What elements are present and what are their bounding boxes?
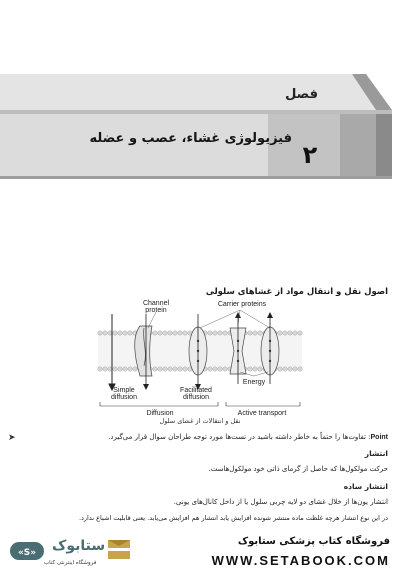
lipid-head	[168, 367, 172, 371]
lipid-head	[118, 331, 122, 335]
chapter-number: ۲	[302, 141, 318, 169]
lipid-head	[173, 331, 177, 335]
active-transport-label: Active transport	[237, 410, 287, 417]
lipid-head	[283, 367, 287, 371]
lipid-head	[123, 367, 127, 371]
lipid-head	[153, 367, 157, 371]
store-name: فروشگاه کتاب پزشکی ستابوک	[237, 536, 390, 547]
lipid-head	[208, 331, 212, 335]
lipid-head	[218, 367, 222, 371]
simple-diffusion-text-2: در این نوع انتشار هرچه غلظت ماده منتشر شونده افزایش یابد انتشار هم افزایش می‌یابد. یعنی قابلیت اشباع ندارد.	[78, 514, 388, 522]
lipid-head	[173, 367, 177, 371]
lipid-head	[183, 331, 187, 335]
lipid-head	[248, 331, 252, 335]
lipid-head	[208, 367, 212, 371]
figure-caption: نقل و انتقالات از غشای سلول	[159, 417, 241, 425]
lipid-head	[158, 331, 162, 335]
lipid-head	[168, 331, 172, 335]
lipid-head	[128, 331, 132, 335]
lipid-head	[213, 367, 217, 371]
lipid-head	[253, 367, 257, 371]
lipid-head	[103, 331, 107, 335]
membrane-transport-figure	[90, 296, 310, 436]
lipid-head	[98, 367, 102, 371]
lipid-head	[278, 331, 282, 335]
energy-label: Energy	[242, 379, 266, 386]
lipid-head	[293, 367, 297, 371]
facilitated-diffusion-label-1: Facilitated	[180, 387, 212, 394]
chapter-label: فصل	[285, 87, 318, 102]
lipid-head	[178, 331, 182, 335]
chapter-title: فیزیولوژی غشاء، عصب و عضله	[89, 131, 292, 146]
lipid-head	[113, 367, 117, 371]
lipid-head	[278, 367, 282, 371]
lipid-head	[253, 331, 257, 335]
lipid-head	[248, 367, 252, 371]
lipid-head	[293, 331, 297, 335]
simple-diffusion-label-1: Simple	[113, 387, 135, 394]
diffusion-heading: انتشار	[364, 449, 388, 458]
lipid-head	[298, 367, 302, 371]
lipid-head	[283, 331, 287, 335]
lipid-head	[288, 367, 292, 371]
lipid-head	[223, 331, 227, 335]
lipid-head	[153, 331, 157, 335]
logo-subtitle: فروشگاه اینترنتی کتاب	[44, 560, 97, 566]
lipid-head	[163, 367, 167, 371]
logo-text: ستابوک	[52, 538, 106, 554]
channel-protein-label-1: Channel	[142, 300, 170, 307]
point-label: Point	[370, 434, 388, 441]
point-note	[108, 433, 388, 441]
lipid-head	[128, 367, 132, 371]
lipid-head	[118, 367, 122, 371]
channel-protein-label-2: protein	[145, 307, 167, 314]
lipid-head	[258, 331, 262, 335]
lipid-head	[113, 331, 117, 335]
section-heading: اصول نقل و انتقال مواد از غشاهای سلولی	[205, 287, 388, 297]
carrier-proteins-label: Carrier proteins	[217, 301, 267, 308]
lipid-head	[218, 331, 222, 335]
lipid-head	[163, 331, 167, 335]
lipid-head	[158, 367, 162, 371]
carrier-protein-1	[189, 314, 207, 390]
simple-diffusion-heading: انتشار ساده	[343, 482, 388, 491]
simple-diffusion-text-1: انتشار یون‌ها از خلال غشای دو لایه چربی سلول یا از داخل کانال‌های یونی.	[173, 498, 388, 506]
lipid-head	[178, 367, 182, 371]
lipid-head	[223, 367, 227, 371]
lipid-head	[98, 331, 102, 335]
lipid-head	[133, 367, 137, 371]
lipid-head	[213, 331, 217, 335]
diffusion-text: حرکت مولکول‌ها که حاصل از گرمای ذاتی خود مولکول‌هاست.	[208, 465, 388, 473]
svg-text:«S»: «S»	[17, 548, 37, 558]
store-url[interactable]: WWW.SETABOOK.COM	[211, 553, 390, 568]
arrow-icon: ➤	[8, 433, 16, 443]
lipid-head	[123, 331, 127, 335]
lipid-head	[288, 331, 292, 335]
lipid-head	[258, 367, 262, 371]
lipid-head	[183, 367, 187, 371]
facilitated-diffusion-label-2: diffusion	[183, 394, 209, 401]
simple-diffusion-label-2: diffusion	[111, 394, 137, 401]
point-text: : تفاوت‌ها را حتماً به خاطر داشته باشید در تست‌ها مورد توجه طراحان سوال قرار می‌گیرد.	[108, 433, 371, 441]
diffusion-label: Diffusion	[146, 410, 174, 417]
lipid-head	[298, 331, 302, 335]
lipid-head	[103, 367, 107, 371]
